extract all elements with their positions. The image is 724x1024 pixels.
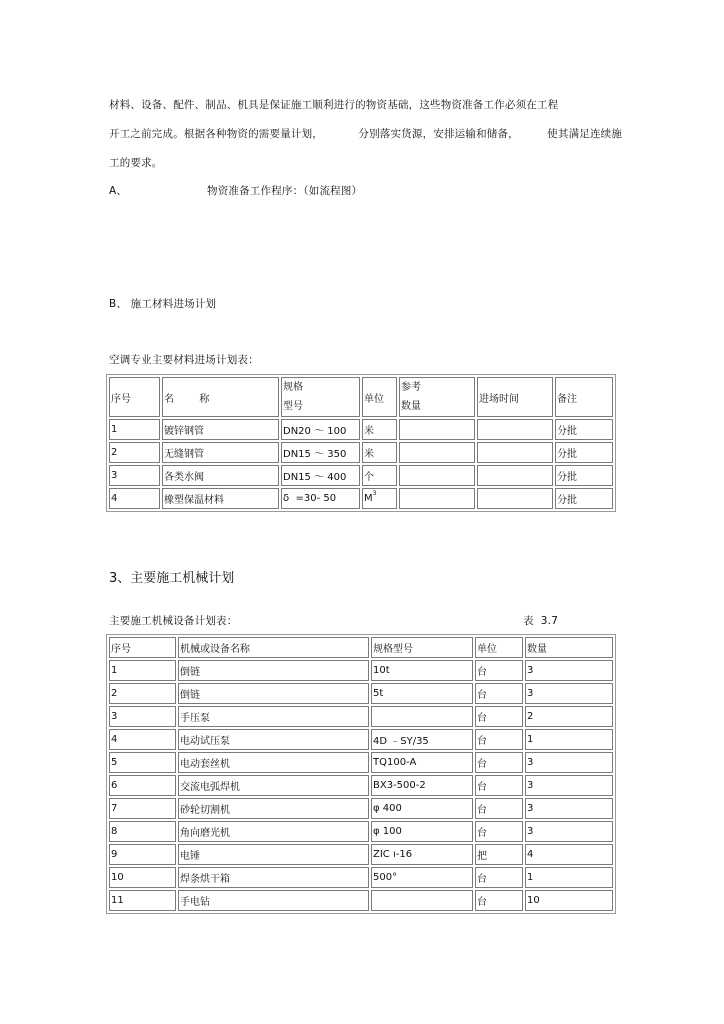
cell: 台 [475,683,523,704]
cell [477,419,553,440]
table-row [109,844,613,865]
cell: 2 [109,683,176,704]
cell: 3 [525,660,613,681]
table-row [109,706,613,727]
header-cell: 进场时间 [477,377,553,417]
cell: 3 [525,821,613,842]
intro-line-1: 材料、设备、配件、制品、机具是保证施工顺利进行的物资基础，这些物资准备工作必须在工程 [109,99,559,111]
table-header-row [109,637,613,658]
cell [477,442,553,463]
cell: 10 [109,867,176,888]
cell: DN15 ～ 400 [281,465,360,486]
cell: 1 [109,660,176,681]
cell: $M^3$ [362,488,397,509]
cell: 8 [109,821,176,842]
cell: φ 100 [371,821,473,842]
cell: 米 [362,442,397,463]
unit-superscript: 3 [372,490,377,497]
header-cell: 规格型号 [371,637,473,658]
cell: 手压泵 [178,706,369,727]
header-cell: 序号 [109,637,176,658]
header-cell: 参考 数量 [399,377,475,417]
section-b-title: B、 施工材料进场计划 [109,298,217,310]
cell [477,465,553,486]
equipment-table-number: 表 3.7 [523,615,559,627]
item-a-text: 物资准备工作程序：（如流程图） [207,185,363,197]
table-row [109,867,613,888]
cell [399,488,475,509]
header-cell: 单位 [362,377,397,417]
equipment-table-caption: 主要施工机械设备计划表： [109,615,238,627]
cell: 1 [525,729,613,750]
item-a-label: A、 [109,185,128,197]
table-header-row [109,377,613,417]
cell: 台 [475,729,523,750]
cell: TQ100-A [371,752,473,773]
cell: 手电钻 [178,890,369,911]
cell: 4 [109,729,176,750]
cell: 台 [475,821,523,842]
cell: 3 [525,683,613,704]
cell: 5 [109,752,176,773]
cell: 3 [525,798,613,819]
cell: 台 [475,752,523,773]
cell: 1 [525,867,613,888]
table-row [109,683,613,704]
cell: 个 [362,465,397,486]
cell: 11 [109,890,176,911]
table-row [109,488,613,509]
header-cell: 名 称 [162,377,279,417]
cell: 台 [475,775,523,796]
cell: 砂轮切割机 [178,798,369,819]
cell: 3 [525,775,613,796]
table-row [109,465,613,486]
cell: ZIC ı-16 [371,844,473,865]
cell: 无缝钢管 [162,442,279,463]
header-cell: 规格 型号 [281,377,360,417]
equipment-table [106,634,616,914]
header-cell: 单位 [475,637,523,658]
cell: 3 [109,465,160,486]
cell: 橡塑保温材料 [162,488,279,509]
cell [399,465,475,486]
cell: 电动套丝机 [178,752,369,773]
table-row [109,890,613,911]
cell [399,442,475,463]
table-row [109,821,613,842]
cell: 焊条烘干箱 [178,867,369,888]
cell: 分批 [555,465,613,486]
equipment-table-body [109,637,613,911]
cell [371,706,473,727]
cell: 台 [475,798,523,819]
cell: δ =30- 50 [281,488,360,509]
cell: 倒链 [178,660,369,681]
cell [371,890,473,911]
cell: 台 [475,867,523,888]
cell: 1 [109,419,160,440]
cell: 2 [109,442,160,463]
cell: 把 [475,844,523,865]
table-row [109,660,613,681]
table-row [109,419,613,440]
cell: 4 [109,488,160,509]
table-row [109,752,613,773]
header-cell: 序号 [109,377,160,417]
cell: 各类水阀 [162,465,279,486]
cell: 交流电弧焊机 [178,775,369,796]
cell: 2 [525,706,613,727]
cell: 分批 [555,442,613,463]
table-row [109,798,613,819]
table-row [109,775,613,796]
cell: 分批 [555,419,613,440]
cell: 镀锌钢管 [162,419,279,440]
cell: DN20 ～ 100 [281,419,360,440]
cell: 米 [362,419,397,440]
intro-line-2: 开工之前完成。根据各种物资的需要量计划， 分别落实货源，安排运输和储备， 使其满足连续施 [109,128,623,140]
intro-line-3: 工的要求。 [109,157,163,169]
materials-table [106,374,616,512]
cell: 4 [525,844,613,865]
cell: 9 [109,844,176,865]
cell: 角向磨光机 [178,821,369,842]
cell: 6 [109,775,176,796]
table-row [109,442,613,463]
cell: 500° [371,867,473,888]
cell: 台 [475,890,523,911]
cell: BX3-500-2 [371,775,473,796]
cell: 倒链 [178,683,369,704]
cell: 5t [371,683,473,704]
cell: 台 [475,706,523,727]
cell: 3 [109,706,176,727]
header-cell: 数量 [525,637,613,658]
cell: 电动试压泵 [178,729,369,750]
materials-table-caption: 空调专业主要材料进场计划表： [109,354,259,366]
cell: 10 [525,890,613,911]
cell [477,488,553,509]
cell: 电锤 [178,844,369,865]
cell: 3 [525,752,613,773]
cell: DN15 ～ 350 [281,442,360,463]
cell [399,419,475,440]
cell: 7 [109,798,176,819]
header-cell: 机械或设备名称 [178,637,369,658]
table-row [109,729,613,750]
cell: 台 [475,660,523,681]
cell: 10t [371,660,473,681]
header-cell: 备注 [555,377,613,417]
cell: 分批 [555,488,613,509]
section-3-title: 3、主要施工机械计划 [109,571,235,586]
cell: φ 400 [371,798,473,819]
cell: 4D ﹣SY/35 [371,729,473,750]
